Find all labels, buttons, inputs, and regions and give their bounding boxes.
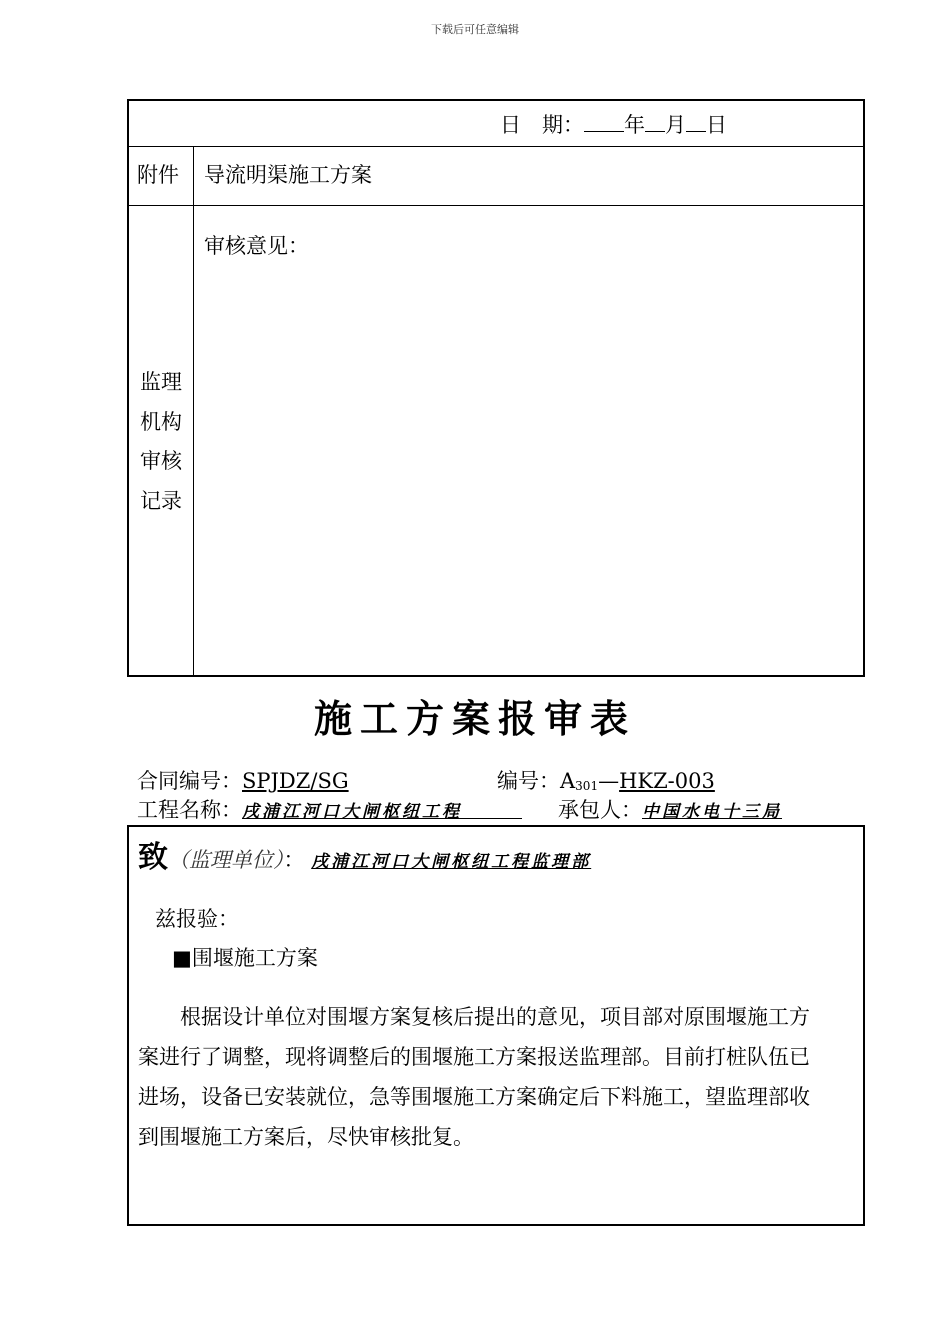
project-label: 工程名称：: [137, 798, 242, 822]
report-intro: 兹报验：: [155, 907, 239, 931]
body-line: 进场，设备已安装就位，急等围堰施工方案确定后下料施工，望监理部收: [138, 1085, 810, 1109]
review-opinion-label: 审核意见：: [204, 234, 309, 258]
body-line: 案进行了调整，现将调整后的围堰施工方案报送监理部。目前打桩队伍已: [138, 1045, 810, 1069]
serial-number: [497, 768, 715, 799]
project-value: [242, 802, 522, 822]
serial-value: HKZ-003: [619, 769, 715, 793]
year-blank[interactable]: [584, 109, 624, 132]
day-label: 日: [706, 113, 727, 137]
serial-label: 编号：: [497, 769, 560, 793]
contractor-label: 承包人：: [558, 798, 642, 822]
contract-no-value: SPJDZ/SG: [242, 769, 349, 793]
addressee-line: [138, 841, 591, 879]
project-name: [137, 797, 522, 825]
attachment-label: 附件: [137, 163, 179, 187]
form-title: 施工方案报审表: [313, 696, 636, 741]
month-blank[interactable]: [645, 109, 665, 132]
project-value-text: 戌浦江河口大闸枢纽工程: [242, 802, 462, 822]
date-label: 日 期：: [500, 113, 584, 137]
checked-item: ■围堰施工方案: [172, 946, 318, 970]
table-divider: [129, 205, 863, 206]
contract-number: [137, 768, 349, 794]
serial-dash: —: [598, 769, 620, 793]
table-column-divider: [193, 146, 194, 675]
review-table: [127, 99, 865, 677]
contractor-value: 中国水电十三局: [642, 802, 782, 822]
body-line: 根据设计单位对围堰方案复核后提出的意见，项目部对原围堰施工方: [138, 1005, 810, 1029]
contractor: [558, 797, 782, 825]
contract-no-label: 合同编号：: [137, 769, 242, 793]
month-label: 月: [665, 113, 686, 137]
year-label: 年: [624, 113, 645, 137]
day-blank[interactable]: [686, 109, 706, 132]
to-colon: ：: [283, 848, 305, 872]
side-label-line: 监理: [140, 370, 182, 394]
to-paren: （监理单位）: [168, 848, 284, 872]
body-line: 到围堰施工方案后，尽快审核批复。: [138, 1125, 474, 1149]
serial-prefix: A: [560, 769, 576, 793]
side-label-line: 审核: [140, 449, 182, 473]
side-label-line: 记录: [140, 488, 182, 513]
date-row: [500, 109, 727, 139]
to-value: 戌浦江河口大闸枢纽工程监理部: [311, 852, 592, 872]
table-divider: [129, 146, 863, 147]
attachment-value: 导流明渠施工方案: [204, 163, 372, 187]
body-paragraph: [138, 997, 810, 1157]
supervision-review-record-label: [133, 363, 189, 521]
side-label-line: 机构: [140, 409, 182, 434]
submission-box: [127, 825, 865, 1226]
header-note: 下载后可任意编辑: [431, 23, 519, 36]
to-label: 致: [138, 840, 168, 875]
serial-sub: 301: [575, 779, 599, 793]
